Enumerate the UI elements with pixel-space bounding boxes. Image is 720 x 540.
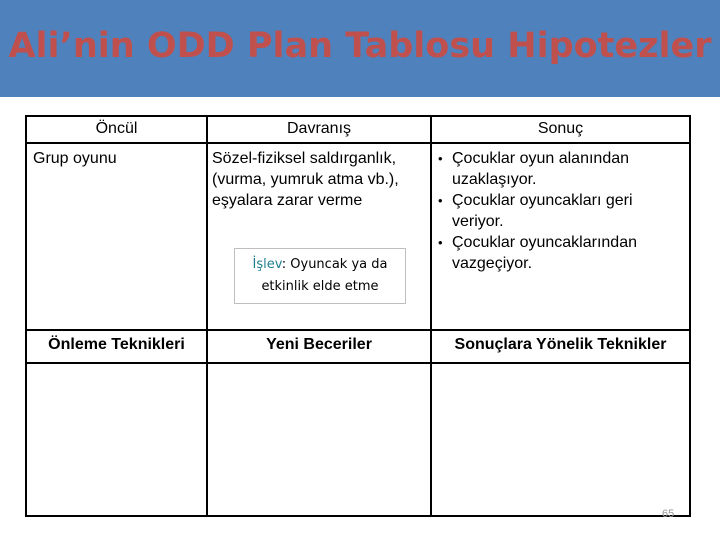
subheader-yeni-beceriler: Yeni Beceriler — [266, 336, 372, 353]
davranis-cell: Sözel-fiziksel saldırganlık, (vurma, yumruk atma vb.), eşyalara zarar verme — [212, 150, 399, 209]
sonuc-bullet-text: Çocuklar oyuncakları geri veriyor. — [452, 192, 633, 230]
oncul-cell: Grup oyunu — [33, 150, 117, 167]
table-border-top — [25, 115, 691, 117]
table-col-divider-2 — [430, 115, 432, 517]
sonuc-bullet-text: Çocuklar oyun alanından uzaklaşıyor. — [452, 150, 630, 188]
col-header-sonuc: Sonuç — [537, 120, 584, 137]
sonuc-bullet-text: Çocuklar oyuncaklarından vazgeçiyor. — [452, 234, 637, 272]
table-border-right — [689, 115, 691, 517]
table-header-divider — [25, 142, 691, 144]
page-number: 65 — [662, 508, 675, 520]
table-col-divider-1 — [206, 115, 208, 517]
table-mid-divider — [25, 329, 691, 331]
islev-text: : Oyuncak ya da etkinlik elde etme — [261, 257, 388, 294]
list-item — [433, 190, 687, 232]
bullet-icon: • — [438, 151, 443, 166]
subheader-onleme: Önleme Teknikleri — [48, 336, 185, 353]
col-header-oncul: Öncül — [95, 120, 138, 137]
table-border-bottom — [25, 515, 691, 517]
subheader-sonuclara-yonelik: Sonuçlara Yönelik Teknikler — [454, 336, 667, 353]
list-item — [433, 148, 687, 190]
bullet-icon: • — [438, 193, 443, 208]
table-border-left — [25, 115, 27, 517]
table-subheader-divider — [25, 362, 691, 364]
slide-title: Ali’nin ODD Plan Tablosu Hipotezler — [8, 26, 712, 66]
col-header-davranis: Davranış — [286, 120, 352, 137]
islev-label: İşlev — [252, 257, 282, 272]
list-item — [433, 232, 687, 274]
islev-box — [234, 248, 406, 304]
sonuc-bullet-list — [433, 148, 687, 274]
bullet-icon: • — [438, 235, 443, 250]
